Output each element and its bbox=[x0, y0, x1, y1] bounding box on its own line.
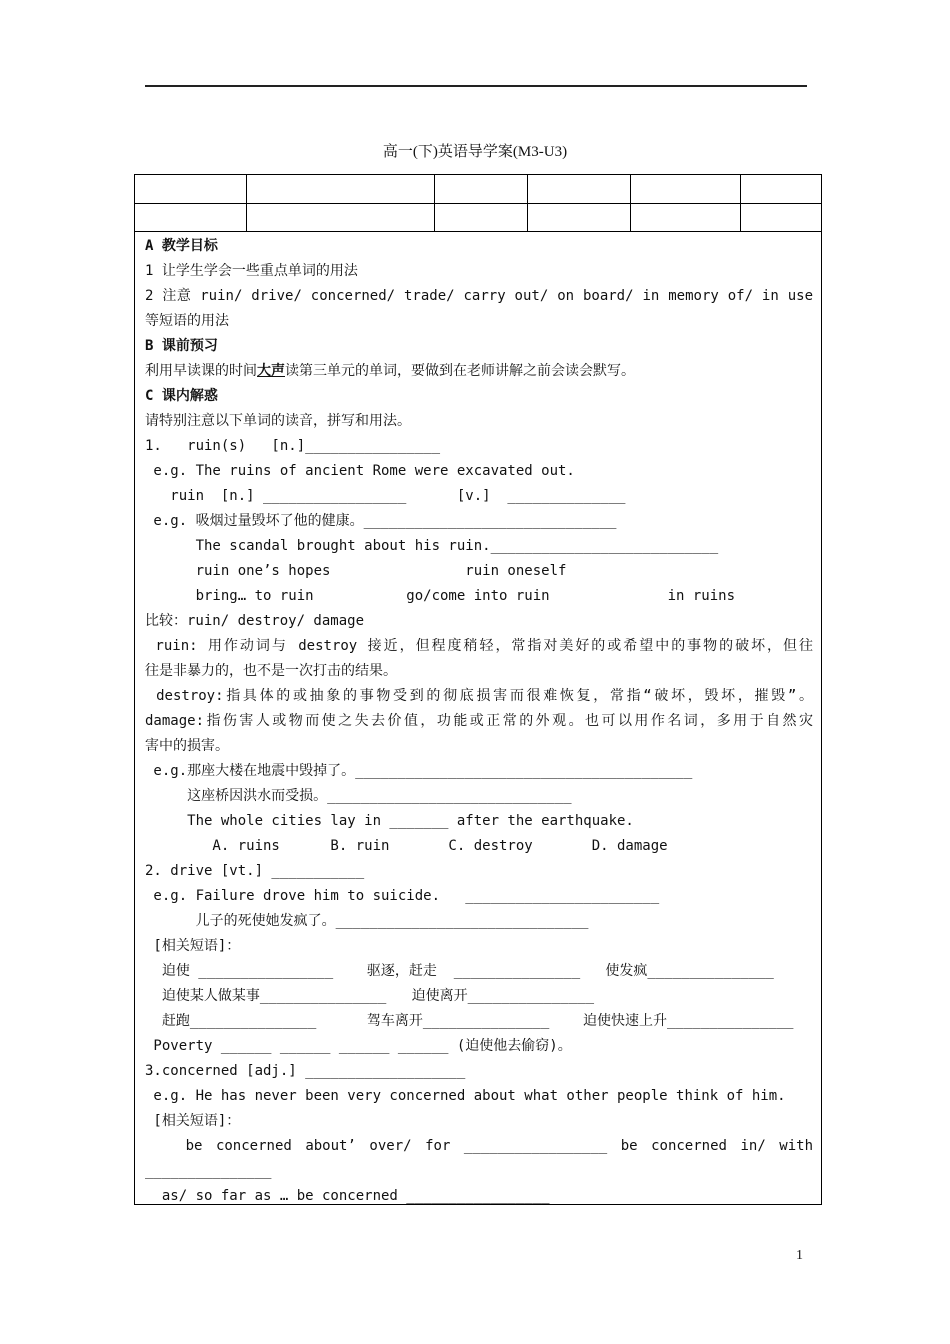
text-line: [相关短语]： bbox=[145, 1113, 241, 1129]
text-line: e.g.那座大楼在地震中毁掉了。________________________________________ bbox=[145, 763, 693, 779]
text-line: 儿子的死使她发疯了。______________________________ bbox=[145, 913, 589, 929]
info-table bbox=[134, 174, 822, 232]
page-title: 高一(下)英语导学案(M3-U3) bbox=[382, 144, 568, 160]
text-line: 1. ruin(s) [n.]________________ bbox=[145, 438, 441, 454]
text-line bbox=[145, 362, 813, 380]
text-line: The whole cities lay in _______ after the earthquake. bbox=[145, 813, 634, 829]
text-line: ruin [n.] _________________ [v.] ______________ bbox=[145, 488, 626, 504]
section-a-heading: A 教学目标 bbox=[145, 238, 218, 254]
text-line: Poverty ______ ______ ______ ______ (迫使他去偷窃)。 bbox=[145, 1038, 572, 1054]
text-line: 这座桥因洪水而受损。_____________________________ bbox=[145, 788, 572, 804]
section-b-heading: B 课前预习 bbox=[145, 338, 218, 354]
text-line: ruin: 用作动词与 destroy 接近，但程度稍轻，常指对美好的或希望中的事物的破坏，但往 bbox=[145, 638, 813, 654]
table-column-divider bbox=[630, 175, 631, 231]
text-line: _______________ bbox=[145, 1163, 272, 1179]
lesson-content bbox=[134, 231, 822, 1205]
text-segment: 读第三单元的单词，要做到在老师讲解之前会读会默写。 bbox=[285, 363, 635, 379]
text-line: 害中的损害。 bbox=[145, 738, 229, 754]
text-line: 请特别注意以下单词的读音，拼写和用法。 bbox=[145, 413, 411, 429]
text-line: e.g. The ruins of ancient Rome were excavated out. bbox=[145, 463, 575, 479]
text-line: 迫使某人做某事_______________ 迫使离开_______________ bbox=[145, 988, 595, 1004]
text-line: 2 注意 ruin/ drive/ concerned/ trade/ carry out/ on board/ in memory of/ in use bbox=[145, 288, 813, 304]
text-line: 3.concerned [adj.] ___________________ bbox=[145, 1063, 466, 1079]
text-line: 1 让学生学会一些重点单词的用法 bbox=[145, 263, 358, 279]
text-line: 赶跑_______________ 驾车离开_______________ 迫使快速上升_______________ bbox=[145, 1013, 794, 1029]
text-line: 等短语的用法 bbox=[145, 313, 229, 329]
table-column-divider bbox=[527, 175, 528, 231]
emphasis-text: 大声 bbox=[257, 363, 285, 379]
text-line: destroy:指具体的或抽象的事物受到的彻底损害而很难恢复，常指“破坏，毁坏，摧毁”。 bbox=[145, 688, 813, 704]
text-line: [相关短语]： bbox=[145, 938, 241, 954]
text-line: ruin one’s hopes ruin oneself bbox=[145, 563, 567, 579]
text-line: 2. drive [vt.] ___________ bbox=[145, 863, 365, 879]
table-column-divider bbox=[434, 175, 435, 231]
page-number: 1 bbox=[796, 1248, 803, 1263]
text-line: as/ so far as … be concerned _________________ bbox=[145, 1188, 550, 1204]
text-line: e.g. Failure drove him to suicide. _______________________ bbox=[145, 888, 660, 904]
table-row-divider bbox=[135, 203, 821, 204]
table-column-divider bbox=[740, 175, 741, 231]
text-line: e.g. 吸烟过量毁坏了他的健康。______________________________ bbox=[145, 513, 617, 529]
text-line: 迫使 ________________ 驱逐，赶走 _______________ 使发疯_______________ bbox=[145, 963, 774, 979]
text-line: 往是非暴力的，也不是一次打击的结果。 bbox=[145, 663, 397, 679]
text-segment: 利用早读课的时间 bbox=[145, 363, 257, 379]
text-line: bring… to ruin go/come into ruin in ruins bbox=[145, 588, 736, 604]
text-line: A. ruins B. ruin C. destroy D. damage bbox=[145, 838, 668, 854]
text-line: be concerned about’ over/ for _________________ be concerned in/ with bbox=[145, 1138, 813, 1154]
text-line: e.g. He has never been very concerned about what other people think of him. bbox=[145, 1088, 786, 1104]
text-line: damage:指伤害人或物而使之失去价值，功能或正常的外观。也可以用作名词，多用于自然灾 bbox=[145, 713, 813, 729]
table-column-divider bbox=[246, 175, 247, 231]
text-line: 比较：ruin/ destroy/ damage bbox=[145, 613, 365, 629]
section-c-heading: C 课内解惑 bbox=[145, 388, 218, 404]
text-line: The scandal brought about his ruin.___________________________ bbox=[145, 538, 719, 554]
header-rule bbox=[145, 85, 807, 87]
